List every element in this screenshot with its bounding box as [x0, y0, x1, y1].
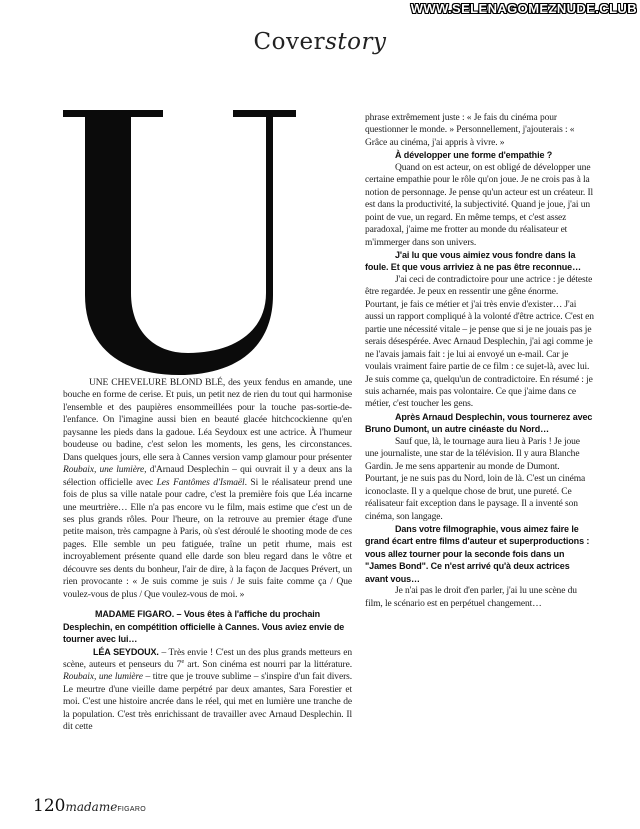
- question-1-text: – Vous êtes à l'affiche du prochain Desplechin, en compétition officielle à Cannes. Vous aviez envie de tourner avec lui…: [63, 609, 345, 645]
- watermark: WWW.SELENAGOMEZNUDE.CLUB: [410, 1, 637, 16]
- question-1: [63, 608, 352, 645]
- intro-seg2: , d'Arnaud Desplechin – qui ouvrait il y a deux ans la sélection officielle avec: [63, 465, 352, 488]
- header-title-roman: Cover: [253, 29, 326, 55]
- header-title-italic: story: [325, 29, 387, 55]
- film-title-roubaix: Roubaix, une lumière: [63, 465, 145, 476]
- answer-4: Sauf que, là, le tournage aura lieu à Paris ! Je joue une journaliste, une star de la télévision. Il y aura Blanche Gardin. Je me sens appartenir au monde de Dumont. Pourtant, je ne suis pas du Nord, loin de là. C'est un cinéma iconoclaste. Il y a quelque chose de brut, une pureté. Ce réalisateur fait exception dans le paysage. Il a inventé son cinéma, son langage.: [365, 436, 586, 522]
- magazine-name-madame: madame: [65, 800, 118, 814]
- film-title-fantomes: Les Fantômes d'Ismaël: [156, 477, 245, 488]
- question-5: Dans votre filmographie, vous aimez faire le grand écart entre films d'auteur et superproductions : vous allez tourner pour la seconde fois dans un "James Bond". Ce n'est arrivé qu'à deux actrices avant vous…: [365, 523, 590, 584]
- answer-2: Quand on est acteur, on est obligé de développer une certaine empathie pour le rôle qu'on joue. Je ne crois pas à la notion de personnage. Je pense qu'un acteur est un créateur. Il est dans la productivité, la subjectivité. Quand je joue, j'ai un point de vue, un regard. En même temps, et c'est assez paradoxal, j'aime me frotter au monde du réalisateur et m'immerger dans son univers.: [365, 162, 594, 248]
- ordinal-superscript: e: [181, 657, 185, 665]
- answer-5: Je n'ai pas le droit d'en parler, j'ai lu une scène du film, le scénario est en perpétuel changement…: [365, 586, 577, 609]
- answer-1-seg3: – titre que je trouve sublime – s'inspire d'un fait divers. Le meurtre d'une vieille dame perpétré par deux amantes, Sara Forestier et moi. C'est une histoire ancrée dans le réel, qui met en lumière une tranche de la population. C'est très enrichissant de travailler avec Arnaud Desplechin. Il dit cette: [63, 672, 353, 733]
- question-2: À développer une forme d'empathie ?: [395, 150, 553, 161]
- answer-1-seg1: – Très envie ! C'est un des plus grands metteurs en scène, auteurs et penseurs du 7: [63, 647, 352, 670]
- intro-seg1: , des yeux fendus en amande, une bouche en forme de cerise. Et puis, un petit nez de rien du tout qui harmonise l'ensemble et des paupières ensommeillées pour la touche pas-sortie-de-l'enfance. On l'imagine aussi bien en beauté glacée hitchcockienne qu'en paysanne les pieds dans la gadoue. Léa Seydoux est une actrice. À l'humeur boudeuse ou badine, c'est selon les moments, les gens, les circonstances. Dans quelques jours, elle sera à Cannes version vamp glamour pour présenter: [63, 378, 352, 463]
- left-column: [63, 110, 352, 734]
- right-column: [365, 112, 594, 610]
- question-4: Après Arnaud Desplechin, vous tournerez avec Bruno Dumont, un autre cinéaste du Nord…: [365, 411, 593, 435]
- answer-1: [63, 646, 352, 734]
- interviewer-label: MADAME FIGARO.: [95, 609, 175, 620]
- film-title-roubaix-2: Roubaix, une lumière: [63, 672, 143, 683]
- intro-paragraph: [63, 377, 352, 601]
- magazine-name-figaro: FIGARO: [117, 806, 146, 813]
- page-number: 120: [33, 796, 66, 816]
- answer-1-continued: phrase extrêmement juste : « Je fais du cinéma pour questionner le monde. » Personnellement, j'ajouterais : « Grâce au cinéma, j'ai appris à vivre. »: [365, 113, 575, 148]
- interviewee-label: LÉA SEYDOUX.: [93, 646, 159, 657]
- answer-1-seg2: art. Son cinéma est nourri par la littérature.: [184, 659, 352, 670]
- page-footer: [33, 796, 146, 816]
- intro-seg3: . Si le réalisateur prend une fois de plus sa ville natale pour cadre, c'est la première fois que Léa incarne une meurtrière… Elle n'a pas encore vu le film, mais estime que c'est un de ses plus grands rôles. Pour l'heure, on la retrouve au premier étage d'une petite maison, très campagne à Paris, où s'est déroulé le shooting mode de ces pages. Elle semble un peu fatiguée, traîne un petit rhume, mais est incroyablement présente quand elle darde son bleu regard dans le vôtre et découvre ses dents du bonheur, l'air de dire, à la façon de Jacques Prévert, un rien provocante : « Je suis comme je suis / Je suis faite comme ça / Que voulez-vous de plus / Que voulez-vous de moi. »: [63, 477, 352, 600]
- page-header: [0, 29, 640, 55]
- question-3: J'ai lu que vous aimiez vous fondre dans la foule. Et que vous arriviez à ne pas être reconnue…: [365, 249, 581, 273]
- dropcap-letter-u: [63, 110, 352, 375]
- intro-smallcaps: UNE CHEVELURE BLOND BLÉ: [89, 378, 223, 388]
- dropcap-u-glyph: [63, 110, 296, 375]
- answer-3: J'ai ceci de contradictoire pour une actrice : je déteste être regardée. Je peux en ressentir une gêne énorme. Pourtant, je fais ce métier et j'ai très envie d'exister… J'ai aussi un rapport compliqué à la volonté d'être actrice. C'est en partie une nécessité vitale – je pense que si je ne jouais pas je serais désespérée. Avec Arnaud Desplechin, j'ai agi comme je ne l'avais jamais fait : je lui ai envoyé un e-mail. Car je voulais vraiment faire partie de ce film : ce sujet-là, avec lui. Je suis comme ça, quelqu'un de contradictoire. En résumé : je suis acharnée, mais pas volontaire. Ce que j'aime dans ce métier, c'est toucher les gens.: [365, 274, 594, 410]
